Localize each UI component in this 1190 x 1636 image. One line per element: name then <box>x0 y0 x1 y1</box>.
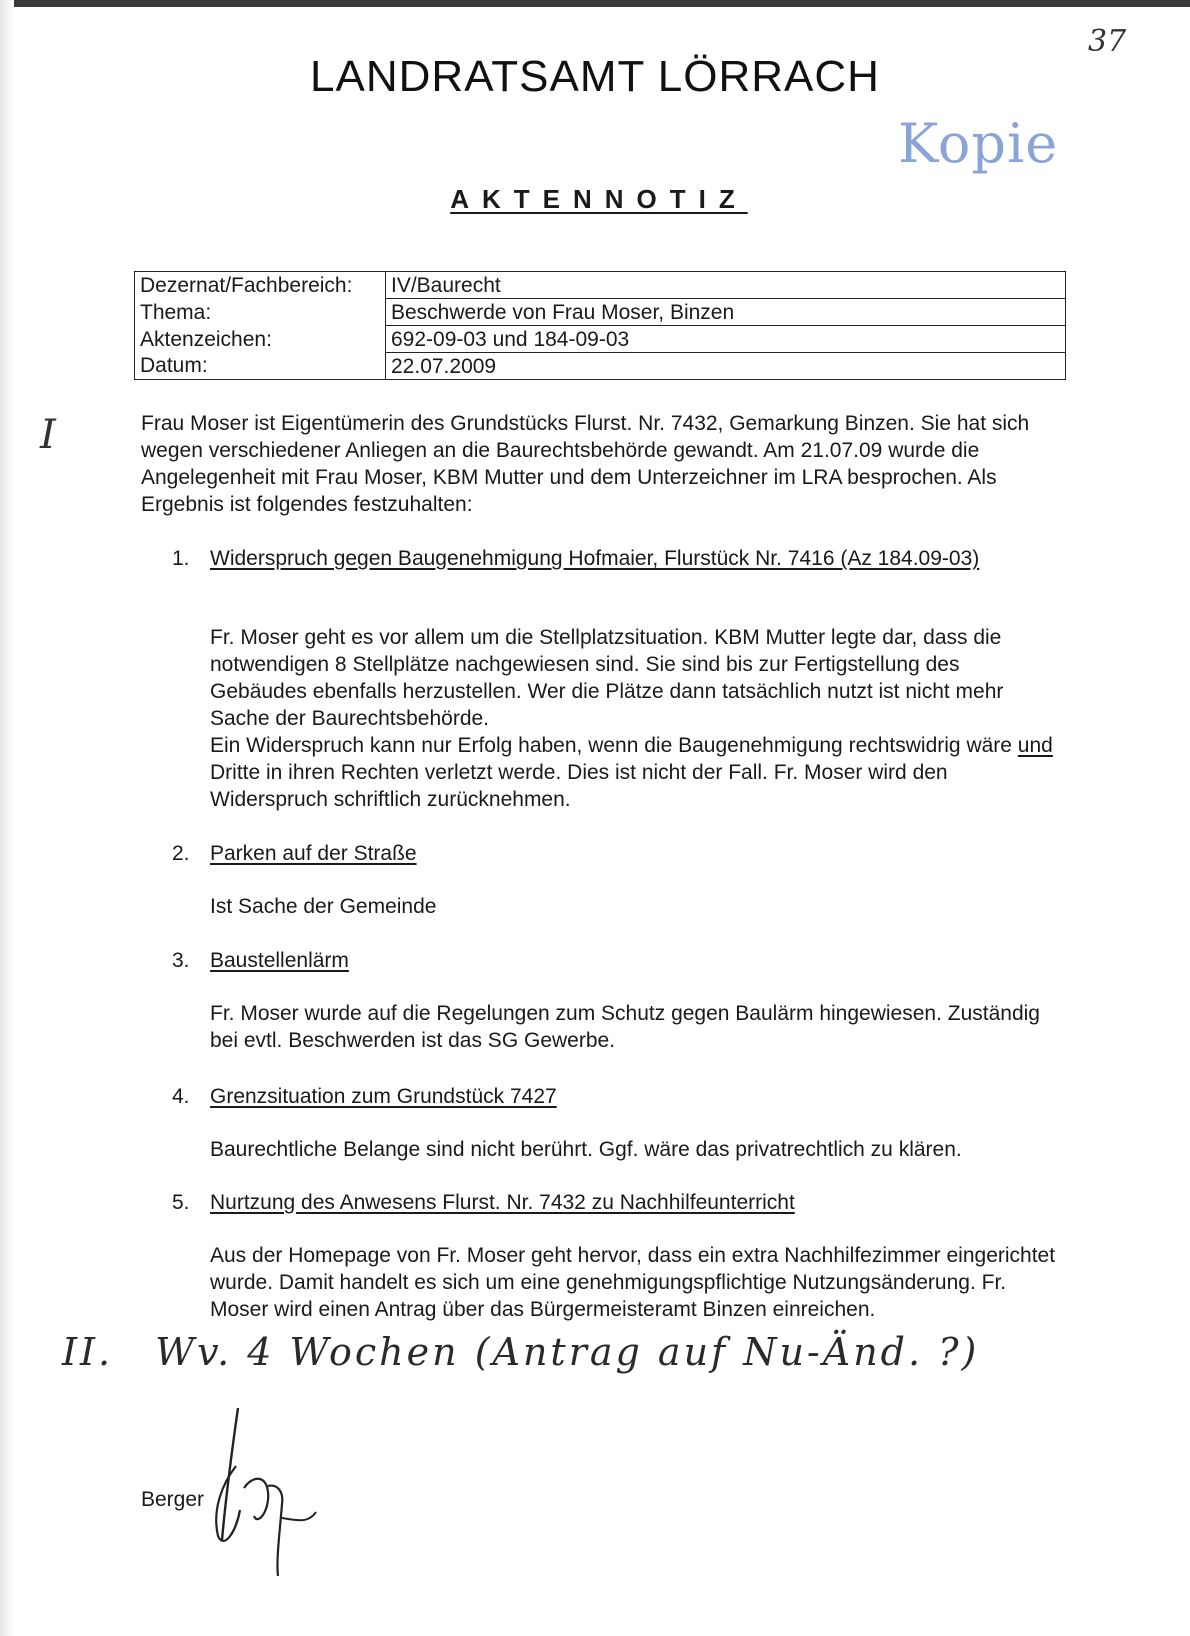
item-number: 3. <box>172 949 190 972</box>
item-number: 4. <box>172 1085 190 1108</box>
metadata-label: Thema: <box>135 299 386 326</box>
handwritten-note-text: Wv. 4 Wochen (Antrag auf Nu-Änd. ?) <box>155 1330 980 1374</box>
margin-mark-section-one: I <box>40 412 56 458</box>
item-number: 5. <box>172 1191 190 1214</box>
handwritten-note <box>62 1330 979 1374</box>
metadata-label: Datum: <box>135 353 386 380</box>
signer-name: Berger <box>141 1488 205 1511</box>
item-body: Ist Sache der Gemeinde <box>210 895 437 918</box>
metadata-value: IV/Baurecht <box>386 272 1066 299</box>
list-item <box>172 1189 1072 1339</box>
item-body-paragraph <box>210 732 1060 813</box>
list-item <box>172 840 1072 920</box>
item-body <box>210 624 1060 813</box>
margin-mark-section-two: II. <box>62 1330 114 1374</box>
item-heading: Parken auf der Straße <box>210 842 417 865</box>
metadata-label: Dezernat/Fachbereich: <box>135 272 386 299</box>
list-item <box>172 1083 1072 1163</box>
metadata-row <box>135 272 1066 299</box>
intro-paragraph: Frau Moser ist Eigentümerin des Grundstücks Flurst. Nr. 7432, Gemarkung Binzen. Sie hat sich wegen verschiedener Anliegen an die Baurechtsbehörde gewandt. Am 21.07.09 wurde die Angelegenheit mit Frau Moser, KBM Mutter und dem Unterzeichner im LRA besprochen. Als Ergebnis ist folgendes festzuhalten: <box>141 412 1030 516</box>
item-number: 1. <box>172 547 190 570</box>
item-heading: Widerspruch gegen Baugenehmigung Hofmaier, Flurstück Nr. 7416 (Az 184.09-03) <box>210 547 980 570</box>
item-body-emphasis: und <box>1017 734 1053 757</box>
item-body: Baurechtliche Belange sind nicht berührt. Ggf. wäre das privatrechtlich zu klären. <box>210 1138 962 1161</box>
document-type-label: AKTENNOTIZ <box>450 184 748 214</box>
item-number: 2. <box>172 842 190 865</box>
metadata-table <box>134 271 1066 380</box>
scan-top-edge <box>0 0 1190 7</box>
item-heading: Nurtzung des Anwesens Flurst. Nr. 7432 zu Nachhilfeunterricht <box>210 1191 795 1214</box>
signature-icon <box>200 1400 340 1580</box>
item-heading: Baustellenlärm <box>210 949 349 972</box>
document-type <box>0 184 1190 215</box>
metadata-label: Aktenzeichen: <box>135 326 386 353</box>
item-heading: Grenzsituation zum Grundstück 7427 <box>210 1085 557 1108</box>
metadata-value: 22.07.2009 <box>386 353 1066 380</box>
metadata-row <box>135 299 1066 326</box>
metadata-value: Beschwerde von Frau Moser, Binzen <box>386 299 1066 326</box>
scan-left-shadow <box>0 0 14 1636</box>
list-item <box>172 947 1072 1057</box>
item-body-paragraph: Fr. Moser geht es vor allem um die Stellplatzsituation. KBM Mutter legte dar, dass die notwendigen 8 Stellplätze nachgewiesen sind. Sie sind bis zur Fertigstellung des Gebäudes ebenfalls herzustellen. Wer die Plätze dann tatsächlich nutzt ist nicht mehr Sache der Baurechtsbehörde. <box>210 626 1004 730</box>
metadata-row <box>135 353 1066 380</box>
item-body: Fr. Moser wurde auf die Regelungen zum Schutz gegen Baulärm hingewiesen. Zuständig bei evtl. Beschwerden ist das SG Gewerbe. <box>210 1002 1040 1052</box>
item-body-text: Ein Widerspruch kann nur Erfolg haben, wenn die Baugenehmigung rechtswidrig wäre <box>210 734 1018 757</box>
item-body: Aus der Homepage von Fr. Moser geht hervor, dass ein extra Nachhilfezimmer eingerichtet wurde. Damit handelt es sich um eine genehmigungspflichtige Nutzungsänderung. Fr. Moser wird einen Antrag über das Bürgermeisteramt Binzen einreichen. <box>210 1244 1056 1321</box>
metadata-row <box>135 326 1066 353</box>
list-item <box>172 545 1072 825</box>
authority-header: LANDRATSAMT LÖRRACH <box>310 52 880 101</box>
metadata-value: 692-09-03 und 184-09-03 <box>386 326 1066 353</box>
item-body-text: Dritte in ihren Rechten verletzt werde. Dies ist nicht der Fall. Fr. Moser wird den Widerspruch schriftlich zurücknehmen. <box>210 761 948 811</box>
copy-stamp: Kopie <box>898 112 1059 175</box>
page-number: 37 <box>1088 24 1127 59</box>
